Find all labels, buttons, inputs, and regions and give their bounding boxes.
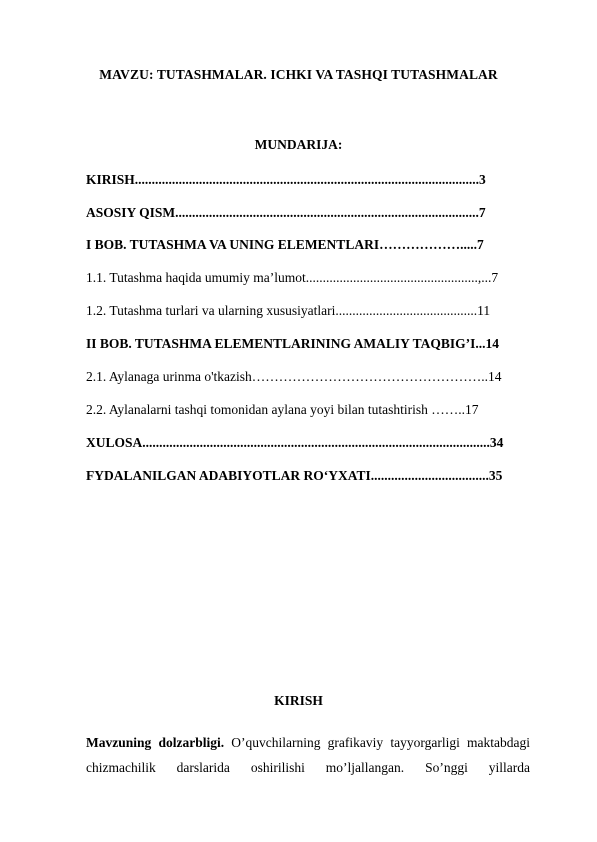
paragraph-line-2-text: chizmachilik darslarida oshirilishi mo’ljallangan. So’nggi yillarda	[86, 760, 530, 775]
toc-item-section-2-2: 2.2. Aylanalarni tashqi tomonidan aylana yoyi bilan tutashtirish ……..17	[86, 402, 479, 417]
toc-heading: MUNDARIJA:	[254, 137, 343, 152]
paragraph-line-1-text: O’quvchilarning grafikaviy tayyorgarligi maktabdagi	[224, 735, 530, 750]
paragraph-lead: Mavzuning dolzarbligi.	[86, 735, 225, 750]
toc-item-chapter-1: I BOB. TUTASHMA VA UNING ELEMENTLARI……………….....7	[86, 237, 484, 252]
toc-item-chapter-2: II BOB. TUTASHMA ELEMENTLARINING AMALIY TAQBIG’I...14	[86, 336, 499, 351]
toc-item-kirish: KIRISH......................................................................................................3	[86, 172, 486, 187]
toc-item-references: FYDALANILGAN ADABIYOTLAR RO‘YXATI...................................35	[86, 468, 503, 483]
toc-item-asosiy-qism: ASOSIY QISM..........................................................................................7	[86, 205, 486, 220]
toc-item-section-1-2: 1.2. Tutashma turlari va ularning xususiyatlari..........................................11	[86, 303, 491, 318]
toc-item-section-2-1: 2.1. Aylanaga urinma o'tkazish……………………………………………..14	[86, 369, 502, 384]
section-heading-kirish: KIRISH	[274, 693, 323, 708]
toc-item-xulosa: XULOSA.......................................................................................................34	[86, 435, 504, 450]
document-title: MAVZU: TUTASHMALAR. ICHKI VA TASHQI TUTASHMALAR	[99, 67, 498, 82]
toc-item-section-1-1: 1.1. Tutashma haqida umumiy ma’lumot...................................................,...7	[86, 270, 499, 285]
intro-paragraph	[86, 730, 530, 780]
